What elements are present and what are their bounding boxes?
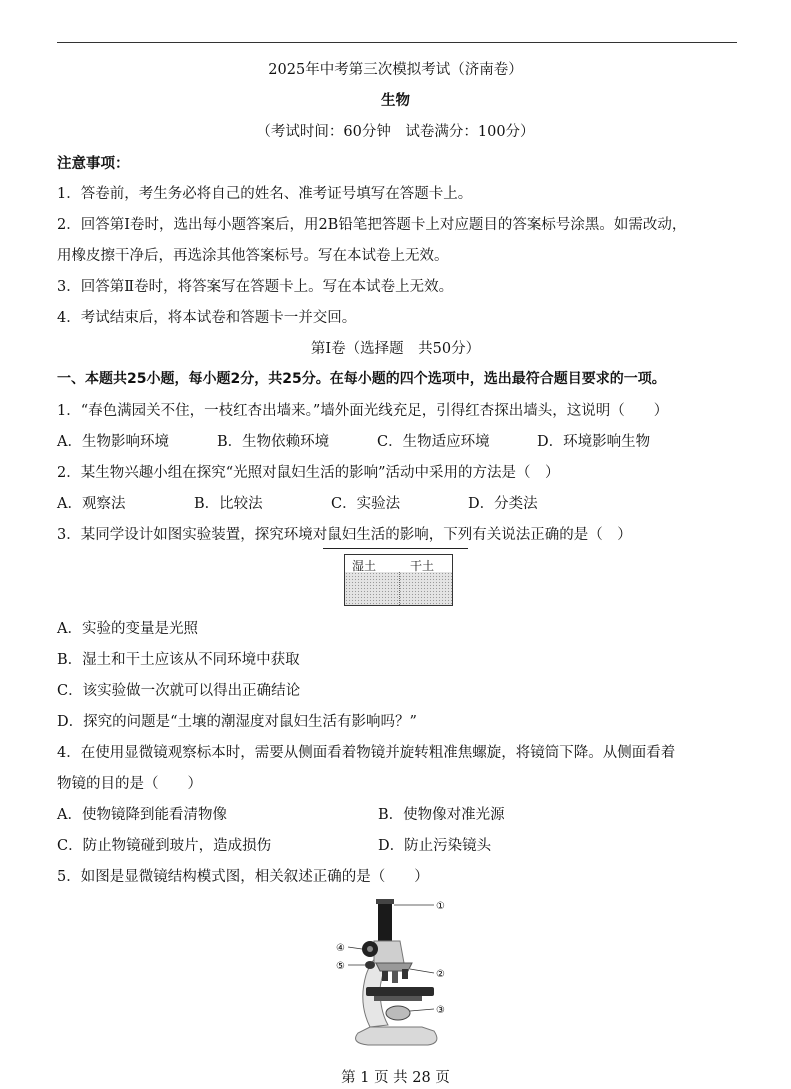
note-item: 1．答卷前，考生务必将自己的姓名、准考证号填写在答题卡上。	[57, 186, 473, 202]
option-c: C．实验法	[331, 496, 401, 512]
question-4-stem-cont: 物镜的目的是（ ）	[57, 776, 202, 792]
note-item: 用橡皮擦干净后，再选涂其他答案标号。写在本试卷上无效。	[57, 248, 449, 264]
option-a: A．生物影响环境	[57, 434, 169, 450]
soil-experiment-figure	[323, 548, 468, 608]
notes-heading: 注意事项：	[57, 156, 130, 172]
subject-title: 生物	[381, 93, 410, 109]
exam-info: （考试时间：60分钟 试卷满分：100分）	[256, 124, 535, 140]
soil-divider	[399, 572, 401, 605]
stage	[366, 987, 434, 996]
wet-soil-label: 湿土	[352, 559, 377, 573]
objective	[382, 971, 388, 981]
question-2-options	[57, 492, 538, 513]
question-4-stem: 4．在使用显微镜观察标本时，需要从侧面看着物镜并旋转粗准焦螺旋，将镜筒下降。从侧面看着	[57, 745, 676, 761]
question-5-stem: 5．如图是显微镜结构模式图，相关叙述正确的是（ ）	[57, 869, 429, 885]
option-d: D．分类法	[468, 496, 538, 512]
option-b: B．生物依赖环境	[217, 434, 330, 450]
microscope-base	[356, 1027, 437, 1045]
page-footer: 第 1 页 共 28 页	[341, 1070, 450, 1086]
fine-focus-knob	[365, 961, 375, 969]
section-title: 第Ⅰ卷（选择题 共50分）	[310, 341, 481, 357]
label-3: ③	[436, 1005, 445, 1016]
label-4: ④	[336, 943, 345, 954]
question-1-stem: 1．“春色满园关不住，一枝红杏出墙来。”墙外面光线充足，引得红杏探出墙头，这说明（ ）	[57, 403, 669, 419]
question-3-option-b: B．湿土和干土应该从不同环境中获取	[57, 652, 300, 668]
note-item: 2．回答第Ⅰ卷时，选出每小题答案后，用2B铅笔把答题卡上对应题目的答案标号涂黑。如需改动，	[57, 217, 687, 233]
question-3-option-c: C．该实验做一次就可以得出正确结论	[57, 683, 301, 699]
mirror	[386, 1006, 410, 1020]
question-3-option-d: D．探究的问题是“土壤的潮湿度对鼠妇生活有影响吗？”	[57, 714, 417, 730]
question-4-option-c: C．防止物镜碰到玻片，造成损伤	[57, 838, 272, 854]
question-4-option-a: A．使物镜降到能看清物像	[57, 807, 227, 823]
label-2: ②	[436, 969, 445, 980]
microscope-figure	[330, 893, 460, 1048]
label-5: ⑤	[336, 961, 345, 972]
section-instruction: 一、本题共25小题，每小题2分，共25分。在每小题的四个选项中，选出最符合题目要求的一项。	[57, 371, 666, 387]
cover-plate	[323, 548, 468, 549]
exam-title: 2025年中考第三次模拟考试（济南卷）	[268, 62, 523, 78]
dry-soil-label: 干土	[410, 559, 435, 573]
option-a: A．观察法	[57, 496, 126, 512]
body-tube	[374, 941, 404, 963]
question-1-options	[57, 430, 650, 451]
question-4-option-b: B．使物像对准光源	[378, 807, 505, 823]
option-c: C．生物适应环境	[377, 434, 490, 450]
label-1: ①	[436, 901, 445, 912]
question-3-option-a: A．实验的变量是光照	[57, 621, 198, 637]
question-4-option-d: D．防止污染镜头	[378, 838, 492, 854]
note-item: 3．回答第Ⅱ卷时，将答案写在答题卡上。写在本试卷上无效。	[57, 279, 454, 295]
option-d: D．环境影响生物	[537, 434, 651, 450]
eyepiece	[378, 901, 392, 941]
note-item: 4．考试结束后，将本试卷和答题卡一并交回。	[57, 310, 357, 326]
option-b: B．比较法	[194, 496, 263, 512]
header-rule	[57, 42, 737, 43]
question-3-stem: 3．某同学设计如图实验装置，探究环境对鼠妇生活的影响，下列有关说法正确的是（ ）	[57, 527, 632, 543]
question-2-stem: 2．某生物兴趣小组在探究“光照对鼠妇生活的影响”活动中采用的方法是（ ）	[57, 465, 560, 481]
